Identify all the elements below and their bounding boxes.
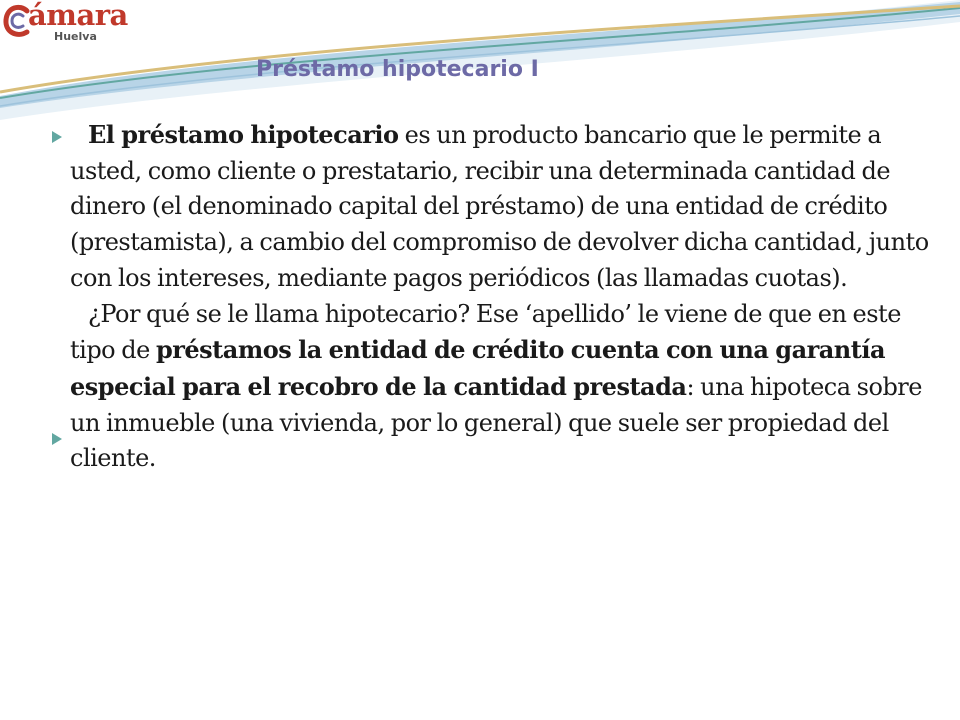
- text-segment: préstamos la entidad de crédito cuenta con una garantía especial para el recobro de la cantidad prestada: [70, 335, 886, 401]
- paragraph-definition: [70, 117, 930, 297]
- text-segment: : una hipoteca sobre un inmueble (una vivienda, por lo general) que suele ser propiedad del cliente.: [70, 372, 922, 473]
- camara-huelva-logo: [2, 0, 152, 48]
- paragraph-explanation: [70, 297, 930, 478]
- bullet-icon: [52, 131, 64, 143]
- text-segment: El préstamo hipotecario: [88, 120, 399, 149]
- logo-subtitle: Huelva: [54, 30, 97, 43]
- text-segment: ¿Por qué se le llama hipotecario? Ese ‘apellido’ le viene de que en este tipo de: [70, 299, 901, 365]
- text-segment: es un producto bancario que le permite a usted, como cliente o prestatario, recibir una determinada cantidad de dinero (el denominado capital del préstamo) de una entidad de crédito (prestamista), a cambio del compromiso de devolver dicha cantidad, junto con los intereses, mediante pagos periódicos (las llamadas cuotas).: [70, 121, 929, 292]
- slide-title: Préstamo hipotecario I: [256, 57, 539, 82]
- logo-wordmark: ámara: [28, 0, 128, 32]
- slide-body: [70, 117, 930, 477]
- bullet-icon: [52, 433, 64, 445]
